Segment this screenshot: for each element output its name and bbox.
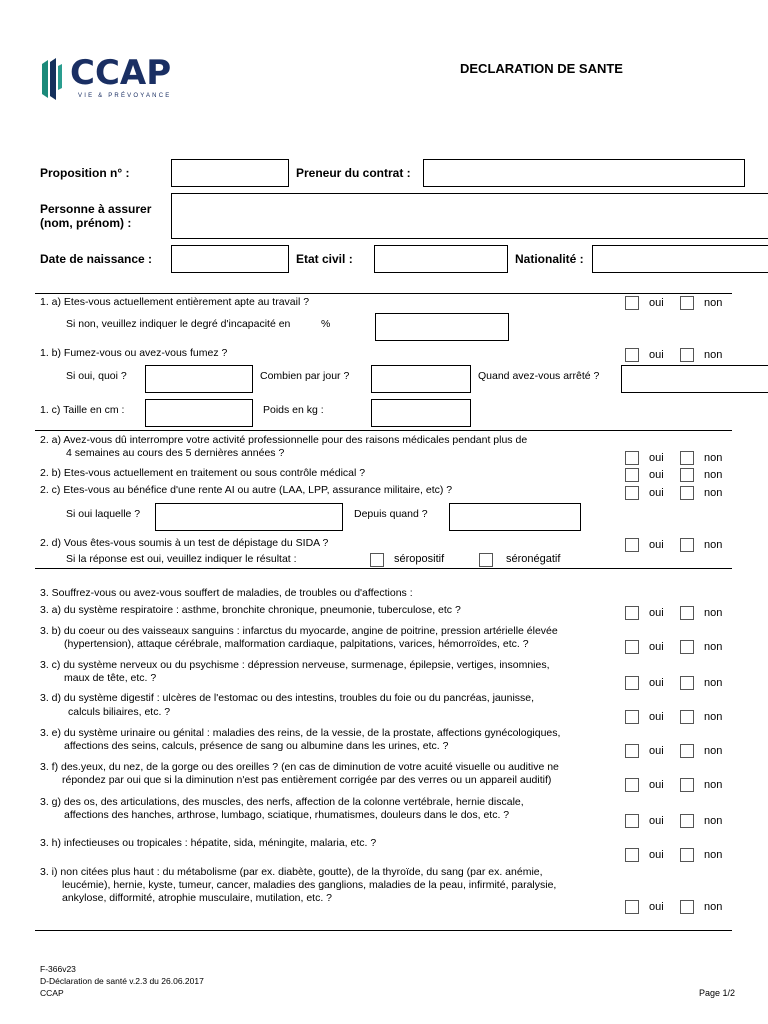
q3e-non-checkbox[interactable] bbox=[680, 744, 694, 758]
q1a-text: 1. a) Etes-vous actuellement entièrement apte au travail ? bbox=[40, 296, 310, 308]
q3b-text-2: (hypertension), attaque cérébrale, malformation cardiaque, palpitations, varices, hémorroïdes, etc. ? bbox=[64, 638, 529, 650]
q3f-text: 3. f) des.yeux, du nez, de la gorge ou des oreilles ? (en cas de diminution de votre acuité visuelle ou auditive ne bbox=[40, 761, 559, 773]
q2c-oui-label: oui bbox=[649, 487, 664, 499]
smoke-what-field[interactable] bbox=[145, 365, 253, 393]
height-field[interactable] bbox=[145, 399, 253, 427]
q3c-oui-checkbox[interactable] bbox=[625, 676, 639, 690]
q2a-oui-checkbox[interactable] bbox=[625, 451, 639, 465]
q1a-non-checkbox[interactable] bbox=[680, 296, 694, 310]
q3h-non-label: non bbox=[704, 849, 723, 861]
q2c-non-checkbox[interactable] bbox=[680, 486, 694, 500]
q3f-non-label: non bbox=[704, 779, 723, 791]
q1b-combien-label: Combien par jour ? bbox=[260, 370, 350, 382]
q3c-non-label: non bbox=[704, 677, 723, 689]
naissance-label: Date de naissance : bbox=[40, 252, 153, 266]
q1a-non-label: non bbox=[704, 297, 723, 309]
q3b-non-checkbox[interactable] bbox=[680, 640, 694, 654]
q2d-oui-label: oui bbox=[649, 539, 664, 551]
page-title: DECLARATION DE SANTE bbox=[460, 61, 623, 76]
q3i-text: 3. i) non citées plus haut : du métabolisme (par ex. diabète, goutte), de la thyroïde, du sang (par ex. anémie, bbox=[40, 866, 543, 878]
q3h-oui-checkbox[interactable] bbox=[625, 848, 639, 862]
proposition-field[interactable] bbox=[171, 159, 289, 187]
q2d-non-checkbox[interactable] bbox=[680, 538, 694, 552]
form-code: F-366v23 bbox=[40, 964, 76, 974]
q3f-oui-label: oui bbox=[649, 779, 664, 791]
q3a-oui-label: oui bbox=[649, 607, 664, 619]
q3i-non-label: non bbox=[704, 901, 723, 913]
q3g-text-2: affections des hanches, arthrose, lumbago, sciatique, rhumatismes, douleurs dans le dos, etc. ? bbox=[64, 809, 510, 821]
q3i-text-3: ankylose, difformité, atrophie musculaire, mutilation, etc. ? bbox=[62, 892, 333, 904]
q3e-oui-checkbox[interactable] bbox=[625, 744, 639, 758]
seronegative-label: séronégatif bbox=[506, 553, 561, 565]
divider bbox=[35, 430, 732, 431]
logo-tagline: VIE & PRÉVOYANCE bbox=[78, 93, 172, 99]
logo-name: CCAP bbox=[70, 53, 172, 93]
q2b-oui-label: oui bbox=[649, 469, 664, 481]
naissance-field[interactable] bbox=[171, 245, 289, 273]
q3f-oui-checkbox[interactable] bbox=[625, 778, 639, 792]
q3-intro: 3. Souffrez-vous ou avez-vous souffert de maladies, de troubles ou d'affections : bbox=[40, 587, 413, 599]
preneur-field[interactable] bbox=[423, 159, 745, 187]
weight-field[interactable] bbox=[371, 399, 471, 427]
q3i-text-2: leucémie), hernie, kyste, tumeur, cancer, maladies des ganglions, maladies de la peau, infirmité, paralysie, bbox=[62, 879, 557, 891]
q2b-oui-checkbox[interactable] bbox=[625, 468, 639, 482]
q1a-unit: % bbox=[321, 318, 331, 330]
smoke-per-day-field[interactable] bbox=[371, 365, 471, 393]
q2d-sub-text: Si la réponse est oui, veuillez indiquer le résultat : bbox=[66, 553, 297, 565]
q1b-text: 1. b) Fumez-vous ou avez-vous fumez ? bbox=[40, 347, 228, 359]
seronegative-checkbox[interactable] bbox=[479, 553, 493, 567]
q3g-non-label: non bbox=[704, 815, 723, 827]
q1b-oui-label: oui bbox=[649, 349, 664, 361]
q3b-text: 3. b) du coeur ou des vaisseaux sanguins : infarctus du myocarde, angine de poitrine, pression artérielle élevée bbox=[40, 625, 558, 637]
divider bbox=[35, 293, 732, 294]
logo-mark-icon bbox=[40, 58, 74, 102]
nationalite-field[interactable] bbox=[592, 245, 768, 273]
q3b-non-label: non bbox=[704, 641, 723, 653]
q3d-text-2: calculs biliaires, etc. ? bbox=[68, 706, 171, 718]
rente-which-field[interactable] bbox=[155, 503, 343, 531]
footer-org: CCAP bbox=[40, 988, 64, 998]
q2c-non-label: non bbox=[704, 487, 723, 499]
preneur-label: Preneur du contrat : bbox=[296, 166, 411, 180]
q1b-non-label: non bbox=[704, 349, 723, 361]
smoke-stopped-field[interactable] bbox=[621, 365, 768, 393]
proposition-label: Proposition n° : bbox=[40, 166, 130, 180]
q2b-non-label: non bbox=[704, 469, 723, 481]
q2b-non-checkbox[interactable] bbox=[680, 468, 694, 482]
q3e-text-2: affections des seins, calculs, présence de sang ou albumine dans les urines, etc. ? bbox=[64, 740, 449, 752]
q1a-sub-text: Si non, veuillez indiquer le degré d'incapacité en bbox=[66, 318, 291, 330]
personne-label-2: (nom, prénom) : bbox=[40, 216, 132, 230]
q3f-text-2: répondez par oui que si la diminution n'est pas entièrement corrigée par des verres ou un appareil auditif) bbox=[62, 774, 552, 786]
page-number: Page 1/2 bbox=[699, 988, 736, 998]
q3g-oui-label: oui bbox=[649, 815, 664, 827]
q3c-oui-label: oui bbox=[649, 677, 664, 689]
nationalite-label: Nationalité : bbox=[515, 252, 584, 266]
q2a-oui-label: oui bbox=[649, 452, 664, 464]
q2c-oui-checkbox[interactable] bbox=[625, 486, 639, 500]
q3d-non-checkbox[interactable] bbox=[680, 710, 694, 724]
q3g-non-checkbox[interactable] bbox=[680, 814, 694, 828]
q3d-text: 3. d) du système digestif : ulcères de l'estomac ou des intestins, troubles du foie ou du pancréas, jaunisse, bbox=[40, 692, 535, 704]
q3c-text-2: maux de tête, etc. ? bbox=[64, 672, 157, 684]
q3e-text: 3. e) du système urinaire ou génital : maladies des reins, de la vessie, de la prostate, affections gynécologiques, bbox=[40, 727, 561, 739]
q3a-text: 3. a) du système respiratoire : asthme, bronchite chronique, pneumonie, tuberculose, etc ? bbox=[40, 604, 461, 616]
q2d-oui-checkbox[interactable] bbox=[625, 538, 639, 552]
personne-label: Personne à assurer bbox=[40, 202, 152, 216]
etat-civil-field[interactable] bbox=[374, 245, 508, 273]
q3a-non-checkbox[interactable] bbox=[680, 606, 694, 620]
q3f-non-checkbox[interactable] bbox=[680, 778, 694, 792]
q3c-text: 3. c) du système nerveux ou du psychisme : dépression nerveuse, surmenage, épilepsie, vertiges, insomnies, bbox=[40, 659, 550, 671]
seropositive-label: séropositif bbox=[394, 553, 445, 565]
q3h-non-checkbox[interactable] bbox=[680, 848, 694, 862]
q3e-non-label: non bbox=[704, 745, 723, 757]
q2c-laquelle-label: Si oui laquelle ? bbox=[66, 508, 141, 520]
q3i-non-checkbox[interactable] bbox=[680, 900, 694, 914]
q3d-oui-label: oui bbox=[649, 711, 664, 723]
q1b-quoi-label: Si oui, quoi ? bbox=[66, 370, 127, 382]
q3b-oui-checkbox[interactable] bbox=[625, 640, 639, 654]
etat-civil-label: Etat civil : bbox=[296, 252, 353, 266]
form-doc-version: D-Déclaration de santé v.2.3 du 26.06.2017 bbox=[40, 976, 204, 986]
rente-since-field[interactable] bbox=[449, 503, 581, 531]
q2d-text: 2. d) Vous êtes-vous soumis à un test de dépistage du SIDA ? bbox=[40, 537, 329, 549]
q1c-text: 1. c) Taille en cm : bbox=[40, 404, 125, 416]
q2a-text-2: 4 semaines au cours des 5 dernières années ? bbox=[66, 447, 285, 459]
ccap-logo bbox=[40, 53, 205, 104]
q3i-oui-checkbox[interactable] bbox=[625, 900, 639, 914]
q1c-poids-label: Poids en kg : bbox=[263, 404, 324, 416]
q3g-oui-checkbox[interactable] bbox=[625, 814, 639, 828]
q1a-oui-label: oui bbox=[649, 297, 664, 309]
q2c-text: 2. c) Etes-vous au bénéfice d'une rente AI ou autre (LAA, LPP, assurance militaire, etc) ? bbox=[40, 484, 453, 496]
q3a-non-label: non bbox=[704, 607, 723, 619]
q2c-depuis-label: Depuis quand ? bbox=[354, 508, 428, 520]
q3a-oui-checkbox[interactable] bbox=[625, 606, 639, 620]
divider bbox=[35, 930, 732, 931]
q2a-non-label: non bbox=[704, 452, 723, 464]
q3h-oui-label: oui bbox=[649, 849, 664, 861]
q1b-oui-checkbox[interactable] bbox=[625, 348, 639, 362]
q3d-oui-checkbox[interactable] bbox=[625, 710, 639, 724]
q3e-oui-label: oui bbox=[649, 745, 664, 757]
q2b-text: 2. b) Etes-vous actuellement en traitement ou sous contrôle médical ? bbox=[40, 467, 366, 479]
divider bbox=[35, 568, 732, 569]
seropositive-checkbox[interactable] bbox=[370, 553, 384, 567]
q3i-oui-label: oui bbox=[649, 901, 664, 913]
q2a-non-checkbox[interactable] bbox=[680, 451, 694, 465]
incapacity-field[interactable] bbox=[375, 313, 509, 341]
personne-field[interactable] bbox=[171, 193, 768, 239]
q2d-non-label: non bbox=[704, 539, 723, 551]
q1a-oui-checkbox[interactable] bbox=[625, 296, 639, 310]
q3b-oui-label: oui bbox=[649, 641, 664, 653]
q1b-non-checkbox[interactable] bbox=[680, 348, 694, 362]
q3d-non-label: non bbox=[704, 711, 723, 723]
q3h-text: 3. h) infectieuses ou tropicales : hépatite, sida, méningite, malaria, etc. ? bbox=[40, 837, 377, 849]
q3c-non-checkbox[interactable] bbox=[680, 676, 694, 690]
q2a-text: 2. a) Avez-vous dû interrompre votre activité professionnelle pour des raisons médicales pendant plus de bbox=[40, 434, 528, 446]
q1b-quand-label: Quand avez-vous arrêté ? bbox=[478, 370, 600, 382]
q3g-text: 3. g) des os, des articulations, des muscles, des nerfs, affection de la colonne vertébrale, hernie discale, bbox=[40, 796, 524, 808]
